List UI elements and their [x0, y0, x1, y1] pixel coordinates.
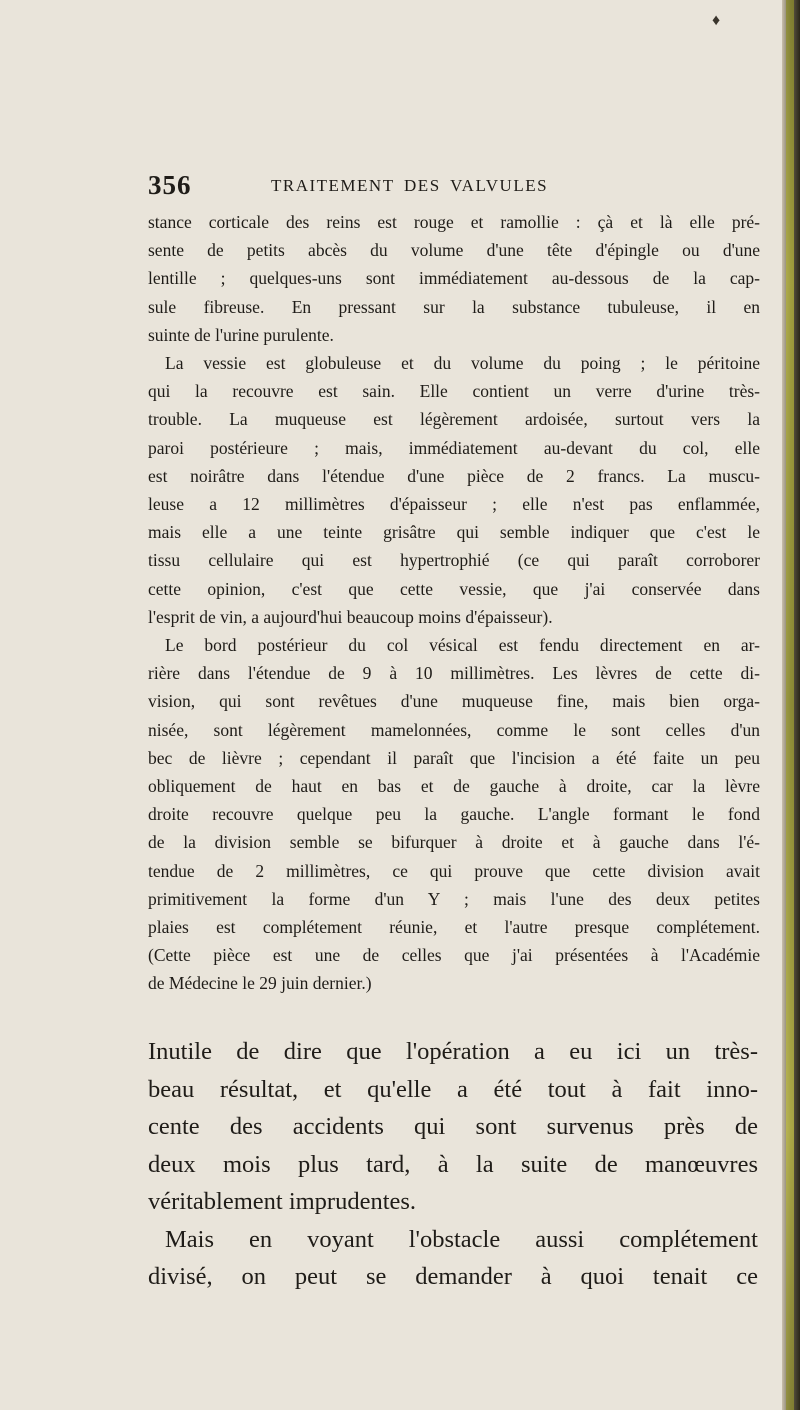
page-number: 356: [148, 170, 192, 200]
text-line: suinte de l'urine purulente.: [148, 324, 334, 345]
text-line: l'esprit de vin, a aujourd'hui beaucoup moins d'épaisseur).: [148, 606, 553, 627]
text-line: paroi postérieure ; mais, immédiatement au-devant du col, elle: [148, 437, 760, 458]
text-line: deux mois plus tard, à la suite de manœuvres: [148, 1150, 758, 1178]
text-line: sente de petits abcès du volume d'une tête d'épingle ou d'une: [148, 240, 760, 261]
text-line: droite recouvre quelque peu la gauche. L'angle formant le fond: [148, 804, 760, 825]
text-line: Mais en voyant l'obstacle aussi complétement: [165, 1225, 758, 1253]
small-print-text: [148, 208, 760, 998]
text-line: qui la recouvre est sain. Elle contient un verre d'urine très-: [148, 381, 760, 402]
text-line: bec de lièvre ; cependant il paraît que l'incision a été faite un peu: [148, 747, 760, 768]
text-line: La vessie est globuleuse et du volume du poing ; le péritoine: [165, 353, 760, 374]
paragraph: [148, 208, 760, 349]
text-line: beau résultat, et qu'elle a été tout à fait inno-: [148, 1075, 758, 1103]
text-line: nisée, sont légèrement mamelonnées, comme le sont celles d'un: [148, 719, 760, 740]
page-header: [148, 170, 768, 210]
text-line: vision, qui sont revêtues d'une muqueuse fine, mais bien orga-: [148, 691, 760, 712]
paragraph: [148, 349, 760, 631]
text-line: de la division semble se bifurquer à droite et à gauche dans l'é-: [148, 832, 760, 853]
text-line: obliquement de haut en bas et de gauche à droite, car la lèvre: [148, 776, 760, 797]
text-line: leuse a 12 millimètres d'épaisseur ; elle n'est pas enflammée,: [148, 494, 760, 515]
running-title: TRAITEMENT DES VALVULES: [271, 176, 549, 195]
paragraph: [148, 1033, 758, 1221]
text-line: primitivement la forme d'un Y ; mais l'une des deux petites: [148, 888, 760, 909]
text-line: plaies est complétement réunie, et l'autre presque complétement.: [148, 917, 760, 938]
text-line: sule fibreuse. En pressant sur la substance tubuleuse, il en: [148, 296, 760, 317]
text-line: de Médecine le 29 juin dernier.): [148, 973, 372, 994]
text-line: Inutile de dire que l'opération a eu ici un très-: [148, 1038, 758, 1065]
paragraph: [148, 1221, 758, 1296]
text-line: tissu cellulaire qui est hypertrophié (ce qui paraît corroborer: [148, 550, 760, 571]
large-print-text: [148, 1033, 758, 1296]
page-edge-binding: [786, 0, 794, 1410]
text-line: cette opinion, c'est que cette vessie, que j'ai conservée dans: [148, 578, 760, 599]
text-line: est noirâtre dans l'étendue d'une pièce de 2 francs. La muscu-: [148, 465, 760, 486]
text-line: mais elle a une teinte grisâtre qui semble indiquer que c'est le: [148, 522, 760, 543]
text-line: cente des accidents qui sont survenus près de: [148, 1113, 758, 1140]
text-line: véritablement imprudentes.: [148, 1188, 417, 1215]
diamond-mark-icon: ♦: [712, 12, 721, 29]
text-line: trouble. La muqueuse est légèrement ardoisée, surtout vers la: [148, 409, 760, 430]
text-line: tendue de 2 millimètres, ce qui prouve que cette division avait: [148, 860, 760, 881]
text-line: Le bord postérieur du col vésical est fendu directement en ar-: [165, 635, 760, 656]
paragraph: [148, 631, 760, 998]
text-line: rière dans l'étendue de 9 à 10 millimètres. Les lèvres de cette di-: [148, 663, 760, 684]
text-line: divisé, on peut se demander à quoi tenait ce: [148, 1263, 758, 1290]
text-line: lentille ; quelques-uns sont immédiatement au-dessous de la cap-: [148, 268, 760, 289]
text-line: (Cette pièce est une de celles que j'ai présentées à l'Académie: [148, 945, 760, 966]
text-line: stance corticale des reins est rouge et ramollie : çà et là elle pré-: [148, 212, 760, 232]
